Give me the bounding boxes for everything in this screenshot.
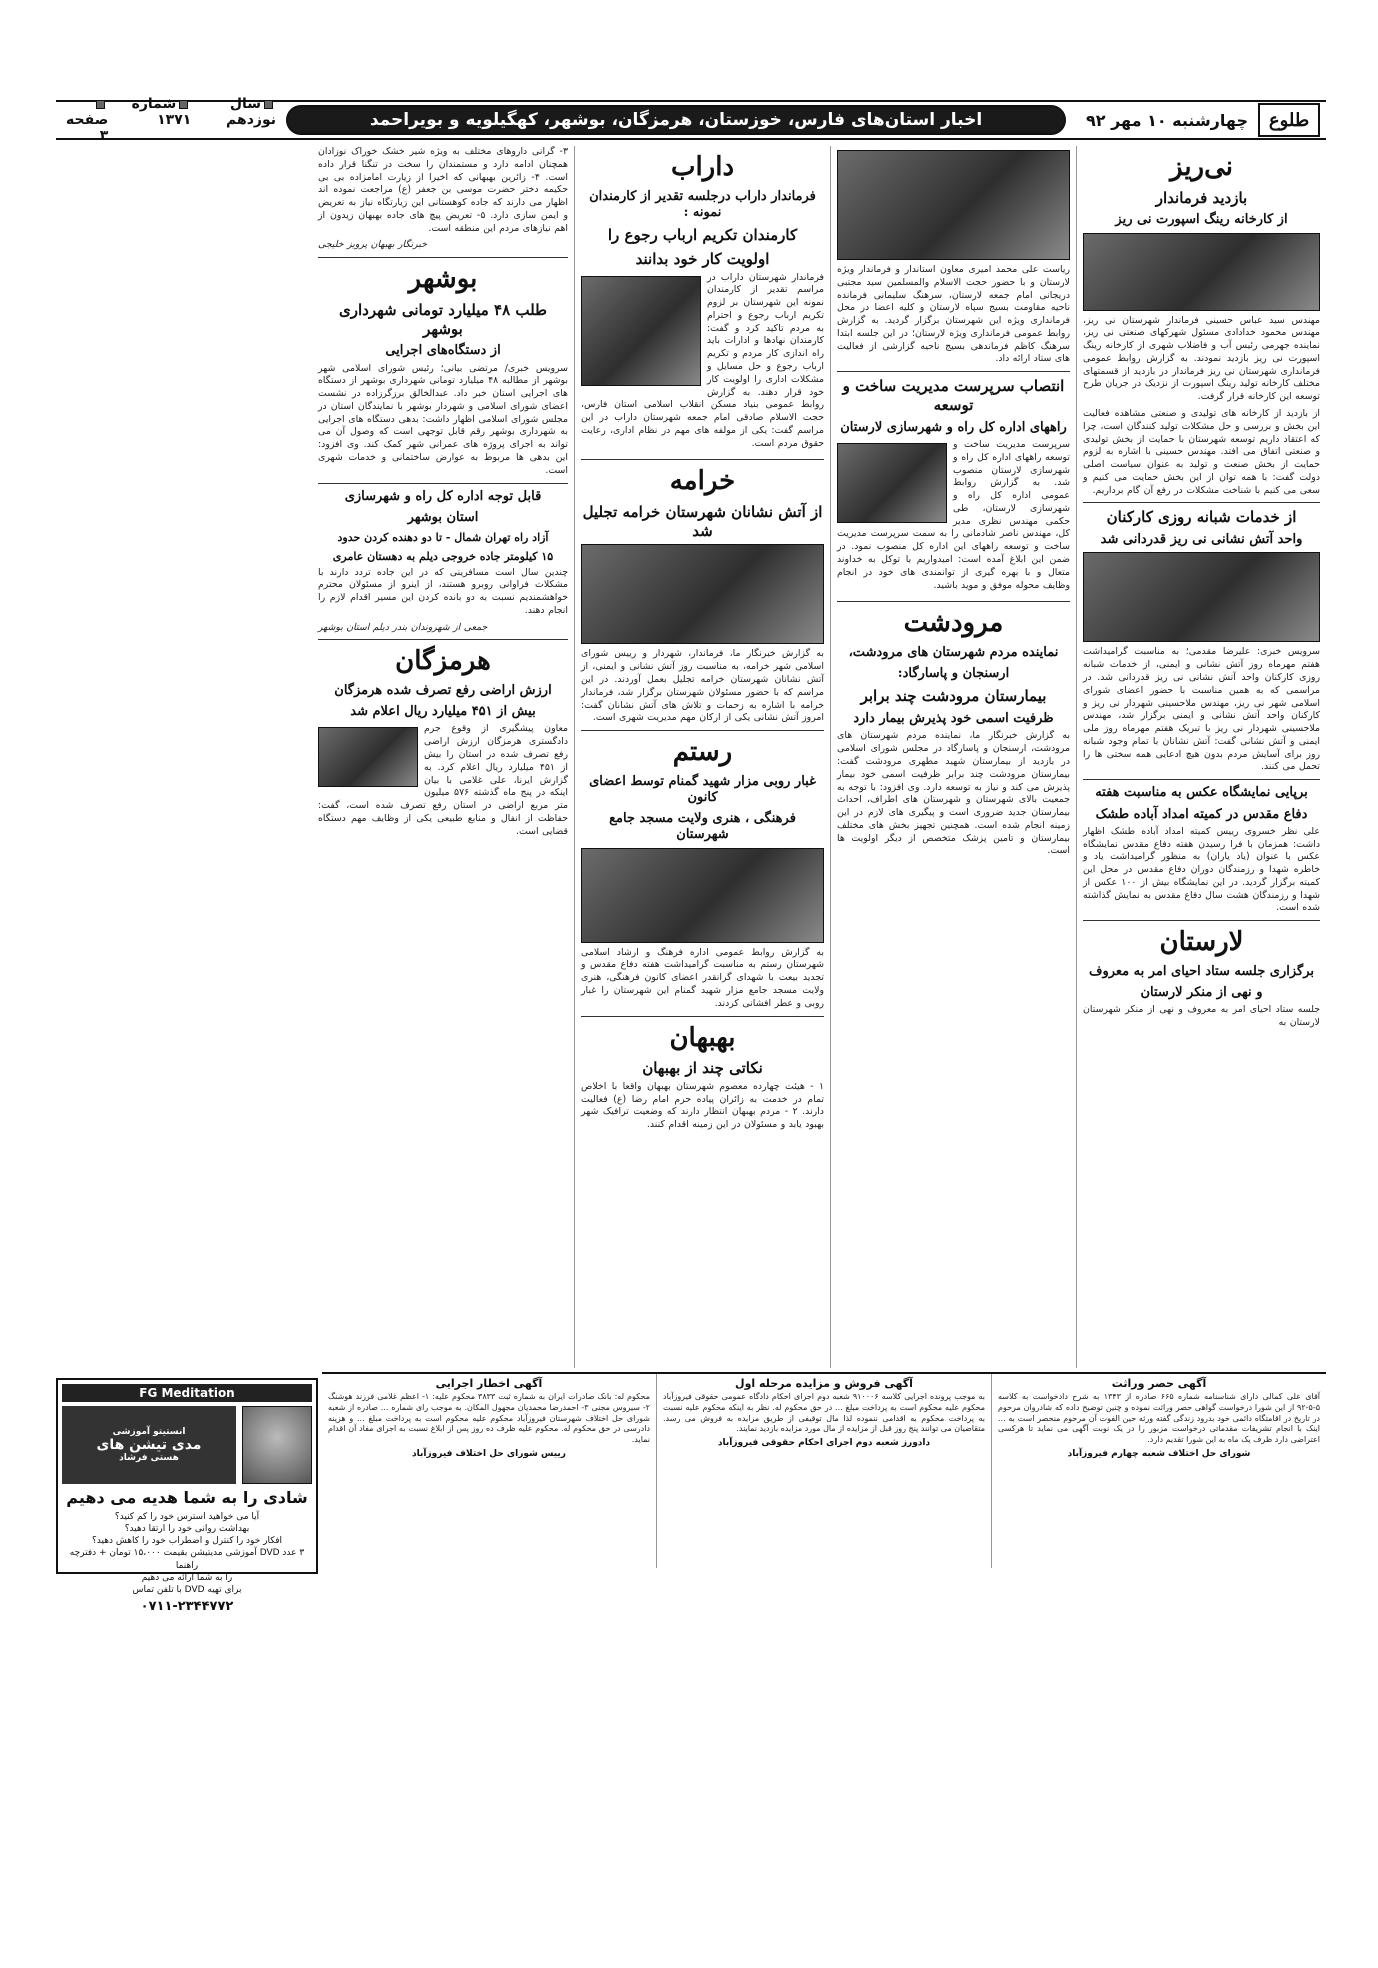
- section-title: اخبار استان‌های فارس، خوزستان، هرمزگان، بوشهر، کهگیلویه و بویراحمد: [286, 105, 1066, 135]
- issue-number: شماره ۱۳۷۱: [131, 96, 192, 128]
- article-headline: ۱۵ کیلومتر جاده خروجی دیلم به دهستان عامری: [332, 549, 554, 563]
- byline: خبرنگار بهبهان پرویز خلیجی: [318, 239, 427, 251]
- article-body: به گزارش روابط عمومی اداره فرهنگ و ارشاد اسلامی شهرستان رستم به مناسبت گرامیداشت هفته دفاع مقدس و تجدید بیعت با شهدای گرانقدر اعضای کانون فرهنگی، هنری ولایت مسجد جامع مزار شهید گمنام این شهرستان را غبار روبی و عطر افشانی کردند.: [581, 946, 824, 1009]
- article-headline: کارمندان تکریم ارباب رجوع را: [607, 226, 798, 244]
- article-body: سرپرست مدیریت ساخت و توسعه راههای اداره کل راه و شهرسازی لارستان منصوب شد. به گزارش روابط عمومی اداره کل راه و شهرسازی لارستان، طی حکمی مهندس نظری مدیر کل، مهندس ناصر شادمانی را به سمت سرپرست مدیریت ساخت و توسعه راههای این اداره کل منصوب نمود. در ضمن این ابلاغ آمده است: امیدواریم با توکل به خداوند متعال و با بهره گیری از توانمندی های خود در انجام وظایف محوله موفق و موید باشید.: [837, 439, 1070, 591]
- article-headline: و نهی از منکر لارستان: [1140, 984, 1263, 1000]
- legal-notice: آگهی حصر وراثت آقای علی کمالی دارای شناسنامه شماره ۶۶۵ صادره از ۱۳۴۳ به شرح دادخواست به کلاسه ۵-۵-۹۲ از این شورا درخواست گواهی حصر وراثت نموده و چنین توضیح داده که شادروان مرحوم در تاریخ در اقامتگاه دائمی خود بدرود زندگی گفته ورثه حین الفوت آن مرحوم منحصر است به ... اینک با انجام تشریفات مقدماتی درخواست مزبور را در یک نوبت آگهی می نماید تا هرکسی اعتراضی دارد ظرف یک ماه به این شورا تقدیم دارد. شورای حل اختلاف شعبه چهارم فیروزآباد: [991, 1374, 1326, 1568]
- issue-info: [56, 96, 276, 144]
- divider: [581, 459, 824, 460]
- article-headline: برپایی نمایشگاه عکس به مناسبت هفته: [1095, 785, 1308, 801]
- divider: [581, 730, 824, 731]
- article-body: جلسه ستاد احیای امر به معروف و نهی از منکر شهرستان لارستان به: [1083, 1004, 1320, 1028]
- article-headline: فرهنگی ، هنری ولایت مسجد جامع شهرستان: [609, 811, 796, 843]
- bullet-square-icon: [179, 100, 188, 109]
- divider: [318, 483, 568, 484]
- advert-slogan: شادی را به شما هدیه می دهیم: [66, 1488, 308, 1507]
- article-headline: واحد آتش نشانی نی ریز قدردانی شد: [1100, 532, 1303, 548]
- article-headline: برگزاری جلسه ستاد احیای امر به معروف: [1088, 963, 1315, 979]
- masthead-date-block: [1076, 103, 1326, 137]
- article-body: فرماندار شهرستان داراب در مراسم تقدیر از کارمندان نمونه این شهرستان بر لزوم تکریم ارباب رجوع و احترام به مردم تاکید کرد و گفت: کارمندان نهادها و ادارات باید راه اندازی کار مردم و تکریم ارباب رجوع و حل مسایل و مشکلات اداری را اولویت کار خود قرار دهند. به گزارش روابط عمومی بنیاد مسکن انقلاب اسلامی استان فارس، حجت الاسلام صادقی امام جمعه شهرستان داراب در این مراسم گفت: یکی از مولفه های مهم در نظام اداری، رعایت حقوق مردم است.: [581, 271, 824, 449]
- city-heading: مرودشت: [903, 608, 1004, 639]
- city-heading: بهبهان: [669, 1022, 736, 1053]
- article-body: مهندس سید عباس حسینی فرماندار شهرستان نی ریز، مهندس محمود خدادادی مسئول شهرکهای صنعتی نی ریز، نماینده جهرمی رئیس آب و فاضلاب شهری از کارخانه رینگ اسپورت نی ریز بازدید نمودند. به گزارش روابط عمومی فرمانداری شهرستان نی ریز فرماندار در بازدید از قسمتهای مختلف کارخانه تولید رینگ اسپورت از نزدیک در جریان طرح توسعه این کارخانه قرار گرفت.: [1083, 314, 1320, 403]
- article-body: معاون پیشگیری از وقوع جرم دادگستری هرمزگان ارزش اراضی رفع تصرف شده در استان را بیش از ۴۵۱ میلیارد ریال اعلام کرد. به گزارش ایرنا، علی غلامی با بیان اینکه در پنج ماه گذشته ۵۷۶ میلیون متر مربع اراضی در استان رفع تصرف شده است، گفت: حفاظت از انفال و منابع طبیعی یکی از وظایف مهم دستگاه قضایی است.: [318, 723, 568, 837]
- advert-brand: FG Meditation: [62, 1384, 312, 1402]
- article-headline: بیش از ۴۵۱ میلیارد ریال اعلام شد: [350, 704, 536, 720]
- article-photo: [837, 150, 1070, 260]
- city-heading: بوشهر: [408, 264, 478, 295]
- article-headline: قابل توجه اداره کل راه و شهرسازی: [344, 488, 542, 504]
- article-headline: فرماندار داراب درجلسه تقدیر از کارمندان نمونه :: [589, 188, 816, 220]
- article-body: سرویس خبری/ مرتضی بیانی؛ رئیس شورای اسلامی شهر بوشهر از مطالبه ۴۸ میلیارد تومانی شهرداری بوشهر از دستگاه های اجرایی استان خبر داد. عبدالخالق برزگرزاده در نشست اعضای شورای اسلامی و شهردار بوشهر با نمایندگان استان در مجلس شورای اسلامی اظهار داشت: بدهی دستگاه های اجرایی به شهرداری بوشهر رقم قابل توجهی است که وصول آن می تواند به اجرای پروژه های عمرانی شهر کمک کند. وی افزود: این بدهی ها مربوط به عوارض ساختمانی و خدمات شهری است.: [318, 362, 568, 476]
- city-heading: لارستان: [1159, 927, 1244, 958]
- divider: [837, 601, 1070, 602]
- city-heading: هرمزگان: [395, 646, 491, 677]
- divider: [318, 257, 568, 258]
- article-body: علی نظر خسروی رییس کمیته امداد آباده طشک اظهار داشت: همزمان با فرا رسیدن هفته دفاع مقدس نمایشگاه عکس با عنوان (یاد یاران) به منظور گرامیداشت یاد و خاطره شهدا و رزمندگان دوران دفاع مقدس در محل این کمیته برگزار گردید. در این نمایشگاه بیش از ۱۰۰ عکس از شهدا و رزمندگان هشت سال دفاع مقدس به نمایش گذاشته شده است.: [1083, 825, 1320, 914]
- meditation-advert: [56, 1378, 318, 1614]
- divider: [1083, 920, 1320, 921]
- city-heading: رستم: [672, 737, 733, 768]
- article-photo: [581, 276, 701, 386]
- divider: [1083, 502, 1320, 503]
- city-heading: خرامه: [669, 466, 736, 497]
- article-body: از بازدید از کارخانه های تولیدی و صنعتی مشاهده فعالیت این بخش و بررسی و حل مشکلات تولید کنندگان است، چرا که اعتقاد داریم توسعه شهرستان با حمایت از بخش تولیدی و صنعتی اتفاق می افتد. مهندس حسینی با اشاره به لزوم حمایت از بخش صنعت و تولید به عنوان سیاست اصلی دولت گفت: با همه توان از این بخش حمایت می کنیم و سعی می کنیم با شناخت مشکلات در رفع آن گام برداریم.: [1083, 407, 1320, 496]
- article-headline: دفاع مقدس در کمیته امداد آباده طشک: [1095, 806, 1308, 822]
- article-headline: ارزش اراضی رفع تصرف شده هرمزگان: [334, 682, 552, 698]
- article-headline: ظرفیت اسمی خود پذیرش بیمار دارد: [853, 711, 1054, 727]
- article-photo: [318, 727, 418, 787]
- article-body: به گزارش خبرنگار ما، فرماندار، شهردار و رییس شورای اسلامی شهر خرامه، به مناسبت روز آتش نشانی و ایمنی، از آتش نشانان شهرستان خرامه تجلیل بعمل آوردند. در این مراسم که با حضور مسئولان شهرستان برگزار شد، فرماندار خرامه با اشاره به زحمات و تلاش های آتش نشانان گفت: امروز آتش نشانی یکی از ارکان مهم مدیریت شهری است.: [581, 648, 824, 724]
- masthead: [56, 96, 1326, 144]
- advert-course: انستیتو آموزشی مدی تیشن های هستی فرشاد: [62, 1406, 236, 1484]
- article-body: ریاست علی محمد امیری معاون استاندار و فرماندار ویژه لارستان و با حضور حجت الاسلام والمسلمین سید مجتبی دریجانی امام جمعه لارستان، سرهنگ سلیمانی فرمانده ناحیه مقاومت بسیج سپاه لارستان و کلیه اعضا در محل فرمانداری ویژه این شهرستان برگزار گردید. به گزارش روابط عمومی فرمانداری ویژه لارستان؛ در این جلسه ابتدا سرهنگ کاظم فرماندهی بسیج ناحیه گزارشی از فعالیت های ستاد ارائه داد.: [837, 264, 1070, 365]
- article-body: ۱ - هیئت چهارده معصوم شهرستان بهبهان واقعا با اخلاص تمام در خدمت به زائران پیاده حرم امام رضا (ع) فعالیت دارند. ۲ - مردم بهبهان انتظار دارند که وضعیت ترافیک شهر بهبود یابد و مسئولان در این زمینه اقدام کنند.: [581, 1080, 824, 1131]
- article-body: به گزارش خبرنگار ما، نماینده مردم شهرستان های مرودشت، ارسنجان و پاسارگاد در مجلس شورای اسلامی در بازدید از بیمارستان شهید مطهری مرودشت گفت: بیمارستان مرودشت چند برابر ظرفیت اسمی خود بیمار پذیرش می کند و نیاز به توسعه دارد. وی افزود: با توجه به جمعیت بالای شهرستان و شهرستان های اطراف، احداث بیمارستان جدید ضروری است و پیگیری های لازم در این زمینه انجام شده است. همچنین تجهیز بخش های مختلف بیمارستان و تامین پزشک متخصص از دیگر اولویت ها است.: [837, 730, 1070, 857]
- advert-lines: آیا می خواهید استرس خود را کم کنید؟ بهداشت روانی خود را ارتقا دهید؟ افکار خود را کنترل و اضطراب خود را کاهش دهید؟ ۳ عدد DVD آموزشی مدیتیشن بقیمت ۱۵،۰۰۰ تومان + دفترچه راهنما را به شما ارائه می دهیم برای تهیه DVD با تلفن تماس: [69, 1512, 305, 1595]
- divider: [318, 639, 568, 640]
- article-headline: بیمارستان مرودشت چند برابر: [860, 687, 1047, 706]
- article-headline: از کارخانه رینگ اسپورت نی ریز: [1115, 212, 1288, 228]
- column-bushehr: [312, 146, 574, 1368]
- column-larestan: [830, 146, 1076, 1368]
- article-headline: اولویت کار خود بدانند: [635, 249, 770, 268]
- article-headline: از خدمات شبانه روزی کارکنان: [1106, 508, 1297, 527]
- article-body: چندین سال است مسافرینی که در این جاده تردد دارند با مشکلات فراوانی روبرو هستند، از اینرو از مسئولان محترم خواهشمندیم نسبت به دو بانده کردن این مسیر اقدام لازم را انجام دهند.: [318, 566, 568, 616]
- article-headline: نماینده مردم شهرستان های مرودشت،: [848, 644, 1059, 660]
- bullet-square-icon: [96, 100, 105, 109]
- article-headline: از آتش نشانان شهرستان خرامه تجلیل شد: [582, 502, 823, 540]
- column-neyriz: [1076, 146, 1326, 1368]
- meditation-figure-icon: [242, 1406, 312, 1484]
- divider: [837, 371, 1070, 372]
- issue-date: چهارشنبه ۱۰ مهر ۹۲: [1085, 110, 1248, 130]
- article-body: ۳- گرانی داروهای مختلف به ویژه شیر خشک خوراک نوزادان همچنان ادامه دارد و مستمندان را سخت در تنگنا قرار داده است. ۴- زائرین بهبهانی که اخیرا از زیارت امامزاده بی بی حکیمه دختر حضرت موسی بن جعفر (ع) مراجعت نموده اند اظهار می دارند که جاده کوهستانی این زیارتگاه نیاز به تعریض و ایمن سازی دارد. ۵- تعریض پیچ های جاده بهبهان زیدون از اهم نیازهای مردم این منطقه است.: [318, 146, 568, 234]
- volume-year: سال نوزدهم: [226, 96, 276, 128]
- article-body: سرویس خبری: علیرضا مقدمی؛ به مناسبت گرامیداشت هفتم مهرماه روز آتش نشانی و ایمنی، از خدمات شبانه روزی کارکنان واحد آتش نشانی نی ریز قدردانی شد. در مراسمی که به همین مناسبت با حضور اعضای شورای اسلامی شهر نی ریز، مهندس ملاحسینی شهردار نی ریز و کارکنان واحد آتش نشانی و ایمنی برگزار شد، مهندس ملاحسینی شهردار نی ریز با تبریک هفتم مهرماه روز ملی ایمنی و آتش نشانی گفت: آتش نشانان با تمام وجود شبانه روز برای آسایش مردم بدون هیچ ادعایی همه سختی ها را تحمل می کنند.: [1083, 646, 1320, 773]
- divider: [1083, 779, 1320, 780]
- article-headline: بازدید فرماندار: [1155, 188, 1248, 207]
- article-photo: [581, 848, 824, 943]
- advert-phone: ۰۷۱۱-۲۳۴۴۷۷۲: [140, 1598, 234, 1614]
- article-headline: استان بوشهر: [407, 509, 479, 525]
- column-darab: [574, 146, 830, 1368]
- page-number: صفحه ۳: [56, 96, 108, 144]
- portrait-photo: [837, 443, 947, 523]
- article-headline: راههای اداره کل راه و شهرسازی لارستان: [840, 419, 1067, 435]
- legal-notice: آگهی اخطار اجرایی محکوم له: بانک صادرات ایران به شماره ثبت ۳۸۳۳ محکوم علیه: ۱- اعظم غلامی فرزند هوشنگ ۲- سیروس مجنی ۳- احمدرضا محمدیان مجهول المکان. به موجب رای شماره ... صادره از شعبه شورای حل اختلاف شهرستان فیروزآباد محکوم علیه محکوم است به پرداخت مبلغ ... و هزینه دادرسی در حق محکوم له. محکوم علیه ظرف ده روز پس از ابلاغ نسبت به اجرای مفاد آن اقدام نماید. رییس شورای حل اختلاف فیروزآباد: [328, 1377, 651, 1459]
- article-headline: آزاد راه تهران شمال - تا دو دهنده کردن حدود: [337, 531, 549, 545]
- article-photo: [1083, 233, 1320, 311]
- article-headline: غبار روبی مزار شهید گمنام توسط اعضای کانون: [589, 773, 816, 805]
- legal-notices: [322, 1372, 1326, 1568]
- article-headline: ارسنجان و پاسارگاد:: [897, 666, 1010, 682]
- article-headline: نکاتی چند از بهبهان: [642, 1059, 763, 1078]
- bullet-square-icon: [264, 100, 273, 109]
- newspaper-logo: طلوع: [1258, 103, 1320, 137]
- byline: جمعی از شهروندان بندر دیلم استان بوشهر: [318, 621, 488, 633]
- city-heading: داراب: [670, 152, 735, 182]
- divider: [581, 1016, 824, 1017]
- article-headline: انتصاب سرپرست مدیریت ساخت و توسعه: [842, 377, 1065, 414]
- page-content: [56, 146, 1326, 1368]
- article-headline: طلب ۴۸ میلیارد تومانی شهرداری بوشهر: [339, 300, 547, 338]
- advert-visual: [62, 1406, 312, 1484]
- article-photo: [1083, 552, 1320, 642]
- article-headline: از دستگاه‌های اجرایی: [385, 343, 501, 359]
- article-photo: [581, 544, 824, 644]
- legal-notice: آگهی فروش و مزایده مرحله اول به موجب پرونده اجرایی کلاسه ۹۱۰۰۰۶ شعبه دوم اجرای احکام دادگاه عمومی حقوقی فیروزآباد محکوم علیه محکوم است به پرداخت مبلغ ... در حق محکوم له. نظر به اینکه محکوم علیه نسبت به پرداخت محکوم به اقدامی ننموده لذا مال توقیفی از طریق مزایده به فروش می رسد. متقاضیان می توانند پنج روز قبل از مزایده از مال مورد مزایده بازدید نمایند. دادورز شعبه دوم اجرای احکام حقوقی فیروزآباد: [656, 1374, 991, 1568]
- city-heading: نی‌ریز: [1169, 152, 1234, 182]
